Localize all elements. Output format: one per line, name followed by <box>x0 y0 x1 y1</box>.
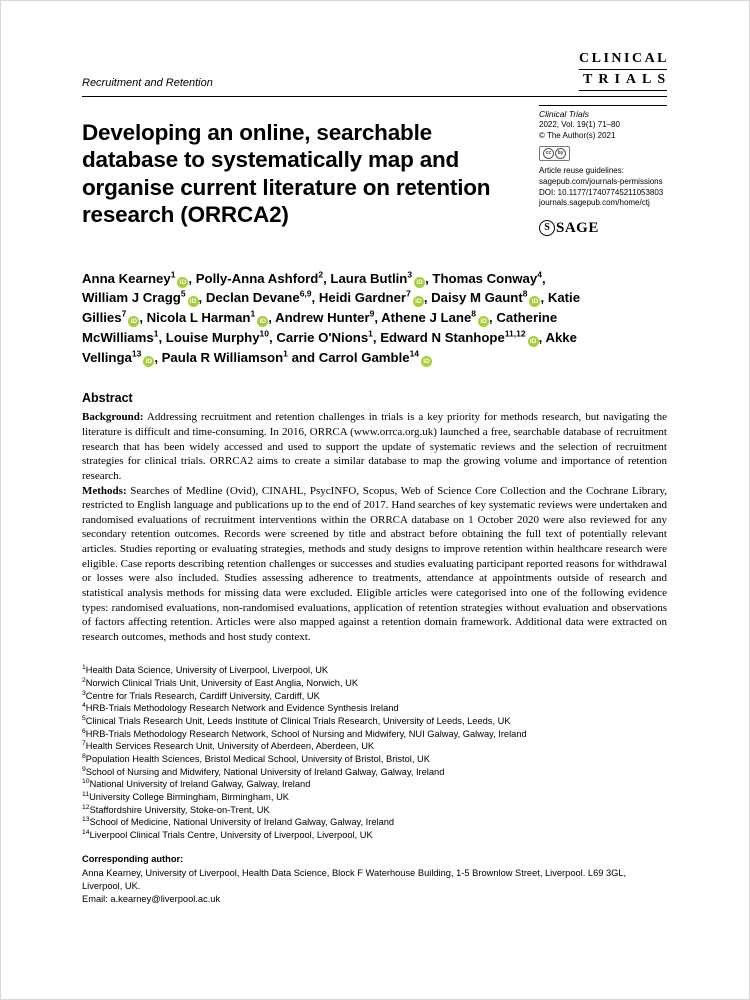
author <box>330 271 432 286</box>
author-affiliation-sup: 8 <box>471 308 477 319</box>
affiliation-sup: 10 <box>82 778 90 786</box>
author <box>82 271 196 286</box>
author <box>276 330 380 345</box>
author <box>432 271 545 286</box>
author-affiliation-sup: 10 <box>259 328 270 339</box>
email-line <box>82 893 667 906</box>
affiliation-sup: 14 <box>82 828 90 836</box>
title-row <box>82 105 667 239</box>
author-name: Louise Murphy <box>165 329 260 345</box>
corresponding-author-heading: Corresponding author: <box>82 854 184 865</box>
orcid-icon[interactable]: iD <box>421 356 432 367</box>
sage-s-icon: S <box>539 220 555 236</box>
author-separator: , <box>154 349 162 365</box>
abstract-section <box>82 391 667 644</box>
author-affiliation-sup: 14 <box>409 348 420 359</box>
affiliation <box>82 728 667 741</box>
affiliation <box>82 715 667 728</box>
affiliation-text: Clinical Trials Research Unit, Leeds Institute of Clinical Trials Research, University of Leeds, Leeds, UK <box>85 716 511 727</box>
article-title: Developing an online, searchable database to systematically map and organise current literature on retention research (ORRCA2) <box>82 120 491 228</box>
author-affiliation-sup: 11,12 <box>504 328 526 339</box>
page-header <box>82 51 672 93</box>
author-separator: , <box>374 310 382 326</box>
author-affiliation-sup: 1 <box>170 269 176 280</box>
affiliation-sup: 13 <box>82 816 90 824</box>
author-separator: , <box>323 270 331 286</box>
author <box>319 290 431 305</box>
author <box>166 330 277 345</box>
author-affiliation-sup: 1 <box>368 328 373 339</box>
author-name: Declan Devane <box>205 290 300 306</box>
author-separator: , <box>540 290 548 306</box>
affiliation-text: Health Data Science, University of Liverpool, Liverpool, UK <box>85 665 329 676</box>
author-separator: , <box>541 270 546 286</box>
affiliation <box>82 766 667 779</box>
author-affiliation-sup: 1 <box>153 328 159 339</box>
affiliation-text: Norwich Clinical Trials Unit, University of East Anglia, Norwich, UK <box>85 678 359 689</box>
author-name: Polly-Anna Ashford <box>195 270 319 286</box>
author-affiliation-sup: 8 <box>522 288 528 299</box>
journal-logo-clinical: CLINICAL <box>579 51 667 70</box>
affiliation-sup: 7 <box>82 740 86 748</box>
author <box>380 330 545 345</box>
author-separator: , <box>269 329 277 345</box>
author-separator: , <box>372 329 381 345</box>
affiliation-text: National University of Ireland Galway, Galway, Ireland <box>89 779 311 790</box>
author <box>206 290 319 305</box>
orcid-icon[interactable]: iD <box>188 296 199 307</box>
author-name: Catherine McWilliams <box>82 310 558 345</box>
affiliation-text: Staffordshire University, Stoke-on-Trent, UK <box>89 804 270 815</box>
affiliation-sup: 8 <box>82 752 86 760</box>
author-separator: , <box>158 329 166 345</box>
sage-logo <box>539 218 667 238</box>
author-affiliation-sup: 1 <box>283 348 288 359</box>
orcid-icon[interactable]: iD <box>528 336 539 347</box>
affiliation-text: Health Services Research Unit, University of Aberdeen, Aberdeen, UK <box>85 741 375 752</box>
author-separator: , <box>188 270 196 286</box>
cc-icon: cc <box>543 148 554 159</box>
affiliation <box>82 740 667 753</box>
background-text: Addressing recruitment and retention challenges in trials is a key priority for methods research, but navigating the literature is difficult and time-consuming. In 2016, ORRCA (www.orrca.org.uk) launched a free, searchable database of recruitment research that has been widely accessed and used to support the update of systematic reviews and the selection of recruitment strategies for clinical trials. ORRCA2 aims to create a similar database to map the growing volume and importance of retention research. <box>82 411 667 482</box>
author-name: Akke Vellinga <box>82 329 577 365</box>
author-name: Nicola L Harman <box>146 310 251 326</box>
author-separator: , <box>489 310 497 326</box>
author-separator: , <box>268 310 276 326</box>
affiliation <box>82 702 667 715</box>
affiliation <box>82 804 667 817</box>
journal-logo <box>579 51 672 93</box>
affiliation <box>82 753 667 766</box>
author-separator: , <box>423 290 432 306</box>
author-list <box>82 269 587 368</box>
affiliation-text: Population Health Sciences, Bristol Medical School, University of Bristol, Bristol, UK <box>85 753 430 764</box>
running-head: Recruitment and Retention <box>82 77 213 89</box>
affiliation-sup: 11 <box>82 790 90 798</box>
author <box>196 271 331 286</box>
affiliation <box>82 677 667 690</box>
author-separator: , <box>425 270 433 286</box>
affiliation <box>82 664 667 677</box>
author-affiliation-sup: 7 <box>121 308 127 319</box>
author-name: Laura Butlin <box>330 270 408 286</box>
author-separator: , <box>198 290 206 306</box>
doi-line: DOI: 10.1177/17407745211053803 <box>539 187 664 197</box>
title-column <box>82 105 539 239</box>
background-label: Background: <box>82 411 144 424</box>
sage-wordmark: SAGE <box>556 220 599 237</box>
affiliation-text: School of Medicine, National University of Ireland Galway, Galway, Ireland <box>89 817 395 828</box>
author-affiliation-sup: 4 <box>537 269 542 280</box>
author <box>82 290 206 305</box>
header-rule <box>82 96 667 97</box>
affiliation-sup: 3 <box>82 689 86 697</box>
author <box>162 350 319 365</box>
author-affiliation-sup: 13 <box>131 348 142 359</box>
author-separator: , <box>139 310 147 326</box>
reuse-guidelines-label: Article reuse guidelines: <box>539 166 624 176</box>
affiliation-text: HRB-Trials Methodology Research Network and Evidence Synthesis Ireland <box>85 703 399 714</box>
orcid-icon[interactable]: iD <box>414 277 425 288</box>
affiliation-text: School of Nursing and Midwifery, National University of Ireland Galway, Galway, Ireland <box>85 766 445 777</box>
orcid-icon[interactable]: iD <box>478 316 489 327</box>
abstract-heading: Abstract <box>82 391 133 406</box>
affiliation-text: HRB-Trials Methodology Research Network, School of Nursing and Midwifery, NUI Galway, Galway, Ireland <box>85 728 527 739</box>
affiliation-text: Liverpool Clinical Trials Centre, University of Liverpool, Liverpool, UK <box>89 829 373 840</box>
author-name: Andrew Hunter <box>275 310 370 326</box>
author-name: Paula R Williamson <box>161 349 284 365</box>
affiliation-sup: 6 <box>82 727 86 735</box>
journal-home-link[interactable]: journals.sagepub.com/home/ctj <box>539 198 650 208</box>
orcid-icon[interactable]: iD <box>128 316 139 327</box>
methods-label: Methods: <box>82 484 127 497</box>
author-name: Carrie O'Nions <box>276 329 369 345</box>
affiliation <box>82 778 667 791</box>
author-name: Heidi Gardner <box>318 290 407 306</box>
orcid-icon[interactable]: iD <box>257 316 268 327</box>
methods-text: Searches of Medline (Ovid), CINAHL, PsycINFO, Scopus, Web of Science Core Collection and the Cochrane Library, restricted to English language and publications up to the end of 2017. Hand searches of key systematic reviews were undertaken and randomised evaluations of recruitment interventions within the ORRCA database on 1 October 2020 were also reviewed for any secondary retention outcomes. Records were screened by title and abstract before obtaining the full text of potentially relevant articles. Studies reporting or evaluating strategies, methods and study designs to improve retention within healthcare research were eligible. Case reports describing retention challenges or successes and studies evaluating participant reported reasons for withdrawal or losses were also included. Studies assessing adherence to treatments, attendance at appointments outside of research and statistical analysis methods for missing data were excluded. Eligible articles were categorised into one of the following evidence types: randomised evaluations, non-randomised evaluations, application of retention strategies without evaluation and observations of factors affecting retention. Articles were also mapped against a retention domain framework. Additional data were extracted on research outcomes, methods and host study context. <box>82 484 668 643</box>
orcid-icon[interactable]: iD <box>177 277 188 288</box>
author-name: Thomas Conway <box>432 270 538 286</box>
affiliation-sup: 12 <box>82 803 90 811</box>
author-affiliation-sup: 6,9 <box>299 288 312 299</box>
affiliation <box>82 690 667 703</box>
copyright-line: © The Author(s) 2021 <box>539 131 616 141</box>
affiliations-list <box>82 664 667 841</box>
journal-logo-trials: TRIALS <box>579 72 667 91</box>
affiliation-text: Centre for Trials Research, Cardiff University, Cardiff, UK <box>85 690 320 701</box>
permissions-link[interactable]: sagepub.com/journals-permissions <box>539 176 663 186</box>
orcid-icon[interactable]: iD <box>529 296 540 307</box>
author-affiliation-sup: 3 <box>407 269 413 280</box>
abstract-background <box>82 410 667 483</box>
abstract-methods <box>82 484 667 645</box>
affiliation <box>82 816 667 829</box>
corresponding-author-address: Anna Kearney, University of Liverpool, Health Data Science, Block F Waterhouse Building, 1-5 Brownlow Street, Liverpool. L69 3GL, Liverpool, UK. <box>82 867 627 891</box>
author-name: Carrol Gamble <box>318 349 410 365</box>
author-name: Athene J Lane <box>381 310 472 326</box>
volume-info: 2022, Vol. 19(1) 71–80 <box>539 120 620 130</box>
author-name: Edward N Stanhope <box>380 329 505 345</box>
author-name: Daisy M Gaunt <box>431 290 523 306</box>
author-affiliation-sup: 5 <box>180 288 186 299</box>
affiliation-sup: 1 <box>82 664 86 672</box>
author-name: Anna Kearney <box>82 270 171 286</box>
author-name: William J Cragg <box>82 290 181 306</box>
author-separator: and <box>287 349 319 365</box>
orcid-icon[interactable]: iD <box>143 356 154 367</box>
affiliation-sup: 5 <box>82 714 86 722</box>
affiliation-text: University College Birmingham, Birmingham, UK <box>89 791 290 802</box>
author-separator: , <box>538 329 546 345</box>
affiliation <box>82 829 667 842</box>
author-affiliation-sup: 7 <box>406 288 411 299</box>
cc-license-icon <box>539 146 570 161</box>
author-separator: , <box>311 290 319 306</box>
author <box>275 310 381 325</box>
email-label: Email: <box>82 894 111 905</box>
author-affiliation-sup: 9 <box>369 308 375 319</box>
affiliation-sup: 2 <box>82 677 86 685</box>
author <box>431 290 548 305</box>
author <box>319 350 432 365</box>
author-affiliation-sup: 2 <box>318 269 324 280</box>
affiliation-sup: 9 <box>82 765 86 773</box>
journal-name: Clinical Trials <box>539 109 589 119</box>
affiliation <box>82 791 667 804</box>
journal-info-sidebar <box>539 105 667 239</box>
author <box>381 310 496 325</box>
author-name: Katie Gillies <box>82 290 581 326</box>
cc-by-icon: by <box>555 148 566 159</box>
affiliation-sup: 4 <box>82 702 86 710</box>
orcid-icon[interactable]: iD <box>413 296 424 307</box>
corresponding-author-block <box>82 853 667 906</box>
author-affiliation-sup: 1 <box>250 308 256 319</box>
email-link[interactable]: a.kearney@liverpool.ac.uk <box>110 894 221 905</box>
author <box>147 310 275 325</box>
